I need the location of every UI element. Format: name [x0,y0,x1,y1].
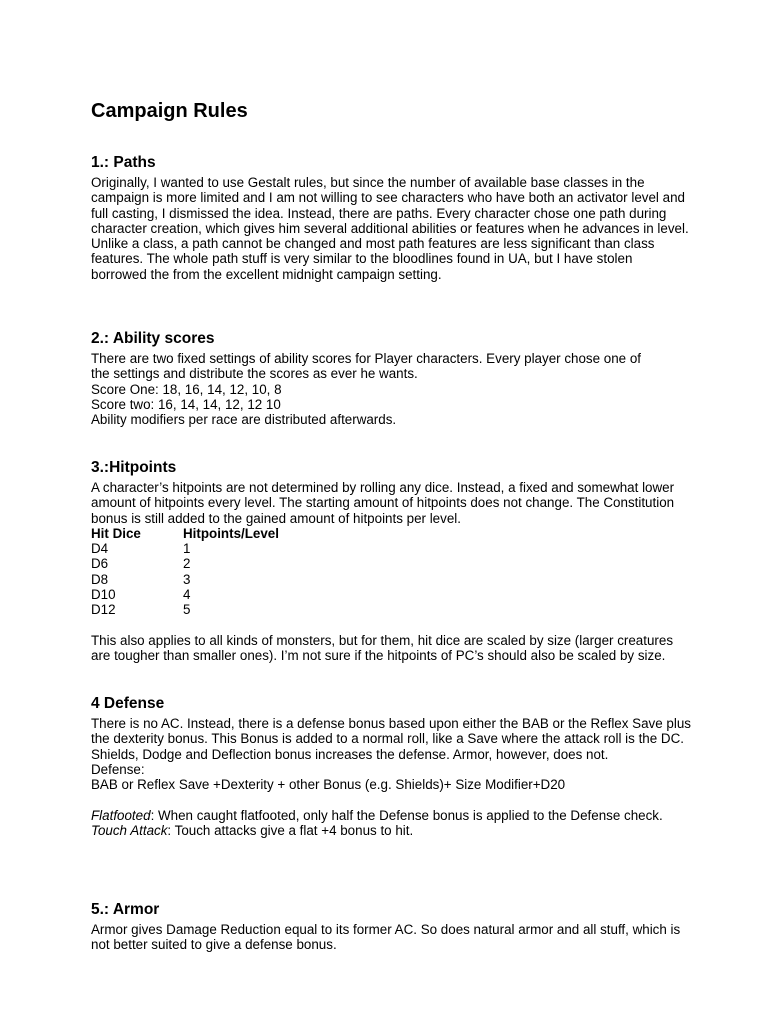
hitpoints-cell: 4 [183,587,191,603]
section-defense [91,694,691,838]
document-title: Campaign Rules [91,100,248,122]
touch-attack-term: Touch Attack [91,823,168,839]
hit-dice-cell: D8 [91,571,109,587]
score-one-line: Score One: 18, 16, 14, 12, 10, 8 [91,381,282,397]
hitpoints-table [91,526,279,618]
hit-dice-cell: D12 [91,602,116,618]
table-row [91,556,279,571]
hitpoints-cell: 3 [183,571,191,587]
section-intro: A character’s hitpoints are not determined by rolling any dice. Instead, a fixed and somewhat lower amount of hitpoints every level. The starting amount of hitpoints does not change. The Constitution bonus is still added to the gained amount of hitpoints per level. [91,480,675,526]
touch-attack-text: : Touch attacks give a flat +4 bonus to hit. [167,823,414,839]
section-hitpoints [91,458,691,664]
body-line: There are two fixed settings of ability scores for Player characters. Every player chose one of [91,351,642,366]
spacer [91,792,691,807]
score-two-line: Score two: 16, 14, 14, 12, 12 10 [91,396,281,412]
spacer [91,618,691,633]
flatfooted-rule [91,808,691,823]
table-row [91,572,279,587]
section-heading: 5.: Armor [91,901,160,918]
section-armor [91,900,691,953]
section-outro: This also applies to all kinds of monsters, but for them, hit dice are scaled by size (larger creatures are tougher than smaller ones). I’m not sure if the hitpoints of PC’s should also be scaled by size. [91,632,674,664]
flatfooted-term: Flatfooted [91,807,151,823]
section-heading: 2.: Ability scores [91,330,215,347]
hit-dice-cell: D6 [91,556,109,572]
hitpoints-cell: 1 [183,541,191,557]
table-row [91,602,279,617]
hitpoints-cell: 5 [183,602,191,618]
hit-dice-cell: D4 [91,541,109,557]
defense-formula: BAB or Reflex Save +Dexterity + other Bonus (e.g. Shields)+ Size Modifier+D20 [91,777,566,793]
hit-dice-cell: D10 [91,587,116,603]
flatfooted-text: : When caught flatfooted, only half the Defense bonus is applied to the Defense check. [150,807,663,823]
touch-attack-rule [91,823,691,838]
column-header: Hitpoints/Level [183,525,279,541]
section-body: Armor gives Damage Reduction equal to its former AC. So does natural armor and all stuff, which is not better suited to give a defense bonus. [91,922,681,953]
section-heading: 1.: Paths [91,154,156,171]
hitpoints-cell: 2 [183,556,191,572]
body-line: Ability modifiers per race are distributed afterwards. [91,412,397,428]
formula-label: Defense: [91,761,145,777]
section-ability-scores [91,329,691,427]
section-paths [91,153,691,282]
table-row [91,587,279,602]
section-body: Originally, I wanted to use Gestalt rules, but since the number of available base classes in the campaign is more limited and I am not willing to see characters who have both an activator level and full casting, I dismissed the idea. Instead, there are paths. Every character chose one path during character creation, which gives him several additional abilities or features when he advances in level. Unlike a class, a path cannot be changed and most path features are less significant than class features. The whole path stuff is very similar to the bloodlines found in UA, but I have stolen borrowed the from the excellent midnight campaign setting. [91,175,689,282]
column-header: Hit Dice [91,525,141,541]
section-heading: 3.:Hitpoints [91,459,177,476]
section-heading: 4 Defense [91,695,165,712]
table-header-row [91,526,279,541]
table-row [91,541,279,556]
section-body: There is no AC. Instead, there is a defense bonus based upon either the BAB or the Reflex Save plus the dexterity bonus. This Bonus is added to a normal roll, like a Save where the attack roll is the DC. Shields, Dodge and Deflection bonus increases the defense. Armor, however, does not. [91,716,691,762]
body-line: the settings and distribute the scores as ever he wants. [91,366,418,382]
